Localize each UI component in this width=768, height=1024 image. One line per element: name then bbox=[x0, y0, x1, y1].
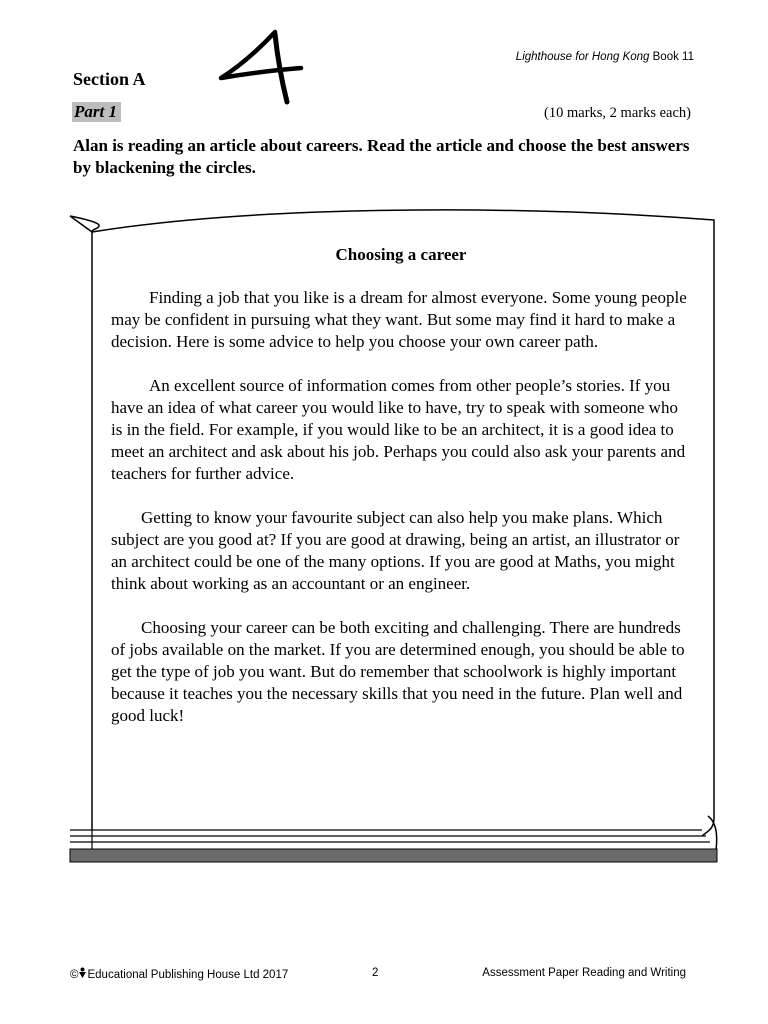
section-title: Section A bbox=[73, 69, 146, 89]
copyright-icon: © bbox=[70, 969, 79, 981]
article-paragraph: Getting to know your favourite subject can also help you make plans. Which subject are you good at? If you are good at drawing, being an artist, an illustrator or an architect could be one of the many options. If you are good at Maths, you might think about working as an accountant or an engineer. bbox=[111, 508, 680, 593]
book-number: Book 11 bbox=[652, 51, 694, 63]
book-header bbox=[516, 51, 694, 63]
article-paragraph: An excellent source of information comes from other people’s stories. If you have an idea of what career you would like to have, try to speak with someone who is in the field. For example, if you would like to be an architect, it is a good idea to meet an architect and ask about his job. Perhaps you could also ask your parents and teachers for further advice. bbox=[111, 376, 686, 483]
article-title: Choosing a career bbox=[335, 245, 467, 264]
article-paragraph: Choosing your career can be both exciting and challenging. There are hundreds of jobs available on the market. If you are determined enough, you should be able to get the type of job you want. But do remember that schoolwork is highly important because it teaches you the necessary skills that you need in the future. Plan well and good luck! bbox=[111, 618, 685, 725]
marks-info: (10 marks, 2 marks each) bbox=[544, 105, 691, 121]
instructions: Alan is reading an article about careers. Read the article and choose the best answers by blackening the circles. bbox=[73, 136, 690, 177]
footer-publisher bbox=[70, 967, 288, 981]
series-name: Assessment Paper Reading and Writing bbox=[482, 967, 686, 979]
handwritten-four-mark bbox=[215, 28, 305, 106]
page-number: 2 bbox=[372, 967, 379, 979]
article-paragraph: Finding a job that you like is a dream for almost everyone. Some young people may be confident in pursuing what they want. But some may find it hard to make a decision. Here is some advice to help you choose your own career path. bbox=[111, 288, 687, 351]
article bbox=[111, 244, 691, 749]
publisher-name: Educational Publishing House Ltd 2017 bbox=[87, 969, 289, 981]
book-title: Lighthouse for Hong Kong bbox=[515, 51, 650, 63]
part-label: Part 1 bbox=[72, 102, 121, 122]
